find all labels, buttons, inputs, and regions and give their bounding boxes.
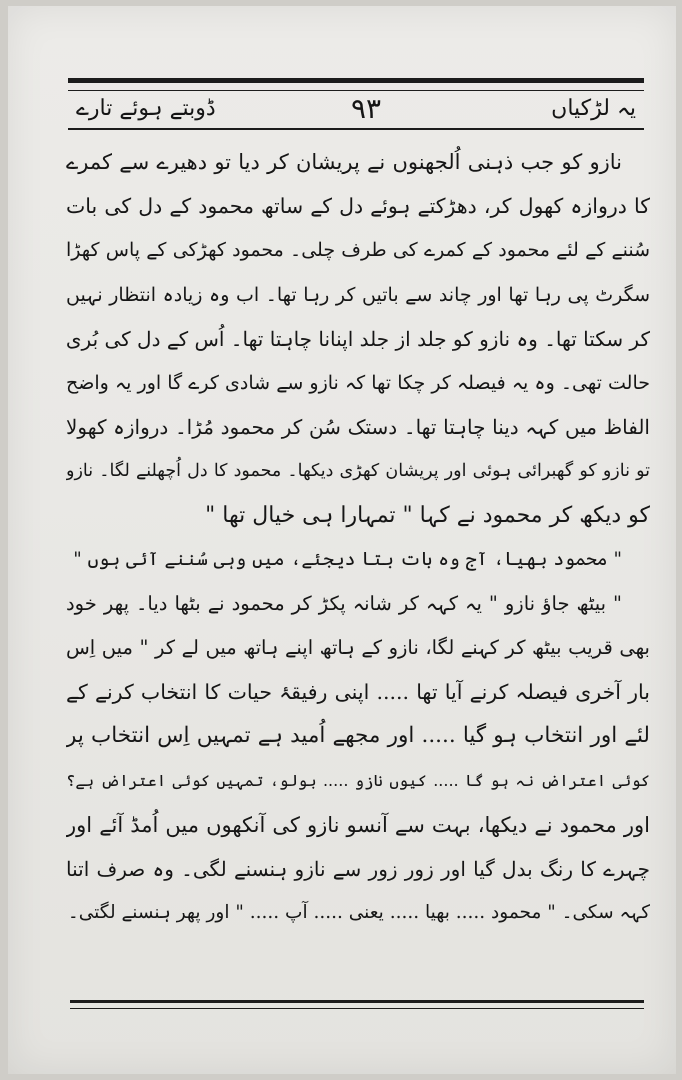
text-line: کا دروازہ کھول کر، دھڑکتے ہوئے دل کے ساتھ محمود کے دل کی بات	[66, 194, 650, 219]
footer-rule-thin	[70, 1008, 644, 1009]
text-line: سگرٹ پی رہا تھا اور چاند سے باتیں کر رہا تھا۔ اب وہ زیادہ انتظار نہیں	[66, 283, 650, 306]
text-line: چہرے کا رنگ بدل گیا اور زور زور سے نازو ہنسنے لگی۔ وہ صرف اتنا	[66, 857, 650, 881]
text-line: بار آخری فیصلہ کرنے آیا تھا ..... اپنی رفیقۂ حیات کا انتخاب کرنے کے	[66, 680, 650, 705]
header-rule-thin	[68, 90, 644, 91]
text-line: کو دیکھ کر محمود نے کہا " تمہارا ہی خیال تھا "	[205, 502, 650, 528]
text-line: نازو کو جب ذہنی اُلجھنوں نے پریشان کر دیا تو دھیرے سے کمرے	[66, 150, 622, 174]
text-line: تو نازو کو گھبرائی ہوئی اور پریشان کھڑی دیکھا۔ محمود کا دل اُچھلنے لگا۔ نازو	[66, 461, 650, 482]
text-line: اور محمود نے دیکھا، بہت سے آنسو نازو کی آنکھوں میں اُمڈ آئے اور	[66, 812, 650, 837]
book-title: یہ لڑکیاں	[551, 96, 636, 121]
chapter-title: ڈوبتے ہوئے تارے	[76, 96, 216, 121]
running-header	[68, 92, 644, 128]
page-number: ۹۳	[350, 92, 382, 125]
header-rule-thick	[68, 78, 644, 83]
book-page	[8, 6, 676, 1074]
text-line: لئے اور انتخاب ہو گیا ..... اور مجھے اُمید ہے تمہیں اِس انتخاب پر	[66, 723, 650, 749]
text-line: حالت تھی۔ وہ یہ فیصلہ کر چکا تھا کہ نازو سے شادی کرے گا اور یہ واضح	[66, 371, 650, 394]
text-line: " محمود بھیا، آج وہ بات بتا دیجئے، میں وہی سُننے آئی ہوں "	[73, 548, 622, 570]
text-line: سُننے کے لئے محمود کے کمرے کی طرف چلی۔ محمود کھڑکی کے پاس کھڑا	[66, 239, 650, 262]
text-line: بھی قریب بیٹھ کر کہنے لگا، نازو کے ہاتھ اپنے ہاتھ میں لے کر " میں اِس	[66, 636, 650, 660]
text-line: کر سکتا تھا۔ وہ نازو کو جلد از جلد اپنانا چاہتا تھا۔ اُس کے دل کی بُری	[66, 326, 650, 351]
text-line: کوئی اعتراض نہ ہو گا ..... کیوں نازو ..... بولو، تمہیں کوئی اعتراض ہے؟	[66, 770, 650, 790]
text-line: " بیٹھ جاؤ نازو " یہ کہہ کر شانہ پکڑ کر محمود نے بٹھا دیا۔ پھر خود	[66, 591, 622, 615]
text-line: الفاظ میں کہہ دینا چاہتا تھا۔ دستک سُن کر محمود مُڑا۔ دروازہ کھولا	[66, 415, 650, 440]
header-underline	[68, 128, 644, 130]
body-text	[66, 140, 650, 935]
footer-rule-thick	[70, 1000, 644, 1003]
text-line: کہہ سکی۔ " محمود ..... بھیا ..... یعنی ..... آپ ..... " اور پھر ہنسنے لگتی۔	[67, 902, 650, 924]
